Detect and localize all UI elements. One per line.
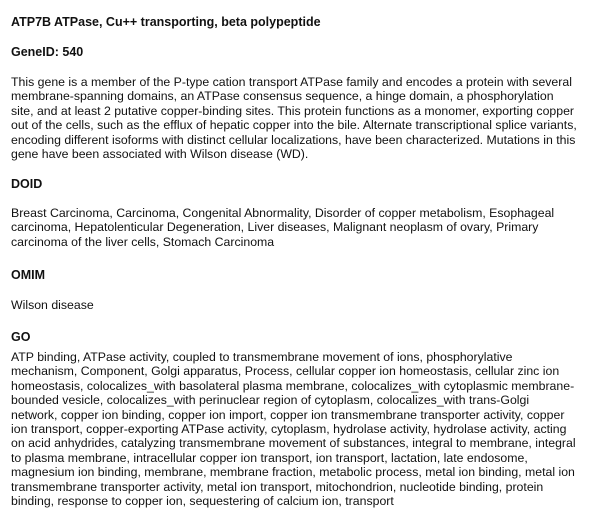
- go-line: network, copper ion binding, copper ion import, copper ion transmembrane transporter activity, copper: [11, 407, 565, 422]
- omim-heading: OMIM: [11, 268, 46, 282]
- go-line: ion transport, copper-exporting ATPase activity, cytoplasm, hydrolase activity, hydrolase activity, acting: [11, 422, 567, 437]
- go-line: homeostasis, colocalizes_with basolateral plasma membrane, colocalizes_with cytoplasmic membrane-: [11, 378, 575, 393]
- omim-list: [11, 298, 94, 312]
- gene-id: GeneID: 540: [11, 45, 84, 59]
- doid-heading: DOID: [11, 177, 43, 191]
- go-line: magnesium ion binding, membrane, membrane fraction, metabolic process, metal ion binding, metal ion: [11, 465, 575, 480]
- gene-title: ATP7B ATPase, Cu++ transporting, beta polypeptide: [11, 15, 321, 29]
- go-line: binding, response to copper ion, sequestering of calcium ion, transport: [11, 494, 394, 509]
- go-line: to plasma membrane, intracellular copper ion transport, ion transport, lactation, late endosome,: [11, 450, 528, 465]
- summary-line: gene have been associated with Wilson disease (WD).: [11, 147, 309, 162]
- summary-line: encoding different isoforms with distinct cellular localizations, have been characterized. Mutations in this: [11, 132, 576, 147]
- gene-summary: [11, 75, 577, 161]
- summary-line: site, and at least 2 putative copper-binding sites. This protein functions as a monomer, exporting copper: [11, 103, 575, 118]
- summary-line: This gene is a member of the P-type cation transport ATPase family and encodes a protein with several: [11, 75, 572, 89]
- summary-line: out of the cells, such as the efflux of hepatic copper into the bile. Alternate transcriptional splice variants,: [11, 118, 577, 133]
- doid-list: [11, 206, 554, 249]
- go-list: [11, 350, 576, 508]
- summary-line: membrane-spanning domains, an ATPase consensus sequence, a hinge domain, a phosphorylation: [11, 89, 554, 104]
- go-heading: GO: [11, 330, 31, 344]
- omim-line: Wilson disease: [11, 298, 94, 312]
- doid-line: carcinoma, Hepatolenticular Degeneration, Liver diseases, Malignant neoplasm of ovary, Primary: [11, 220, 539, 235]
- doid-line: Breast Carcinoma, Carcinoma, Congenital Abnormality, Disorder of copper metabolism, Esophageal: [11, 206, 555, 220]
- go-line: transmembrane transporter activity, metal ion transport, mitochondrion, nucleotide binding, protein: [11, 479, 544, 494]
- go-line: mechanism, Component, Golgi apparatus, Process, cellular copper ion homeostasis, cellular zinc ion: [11, 364, 560, 379]
- doid-line: carcinoma of the liver cells, Stomach Carcinoma: [11, 234, 275, 249]
- go-line: ATP binding, ATPase activity, coupled to transmembrane movement of ions, phosphorylative: [11, 350, 513, 364]
- go-line: bounded vesicle, colocalizes_with perinuclear region of cytoplasm, colocalizes_with trans-Golgi: [11, 393, 530, 408]
- go-line: on acid anhydrides, catalyzing transmembrane movement of substances, integral to membrane, integral: [11, 436, 576, 451]
